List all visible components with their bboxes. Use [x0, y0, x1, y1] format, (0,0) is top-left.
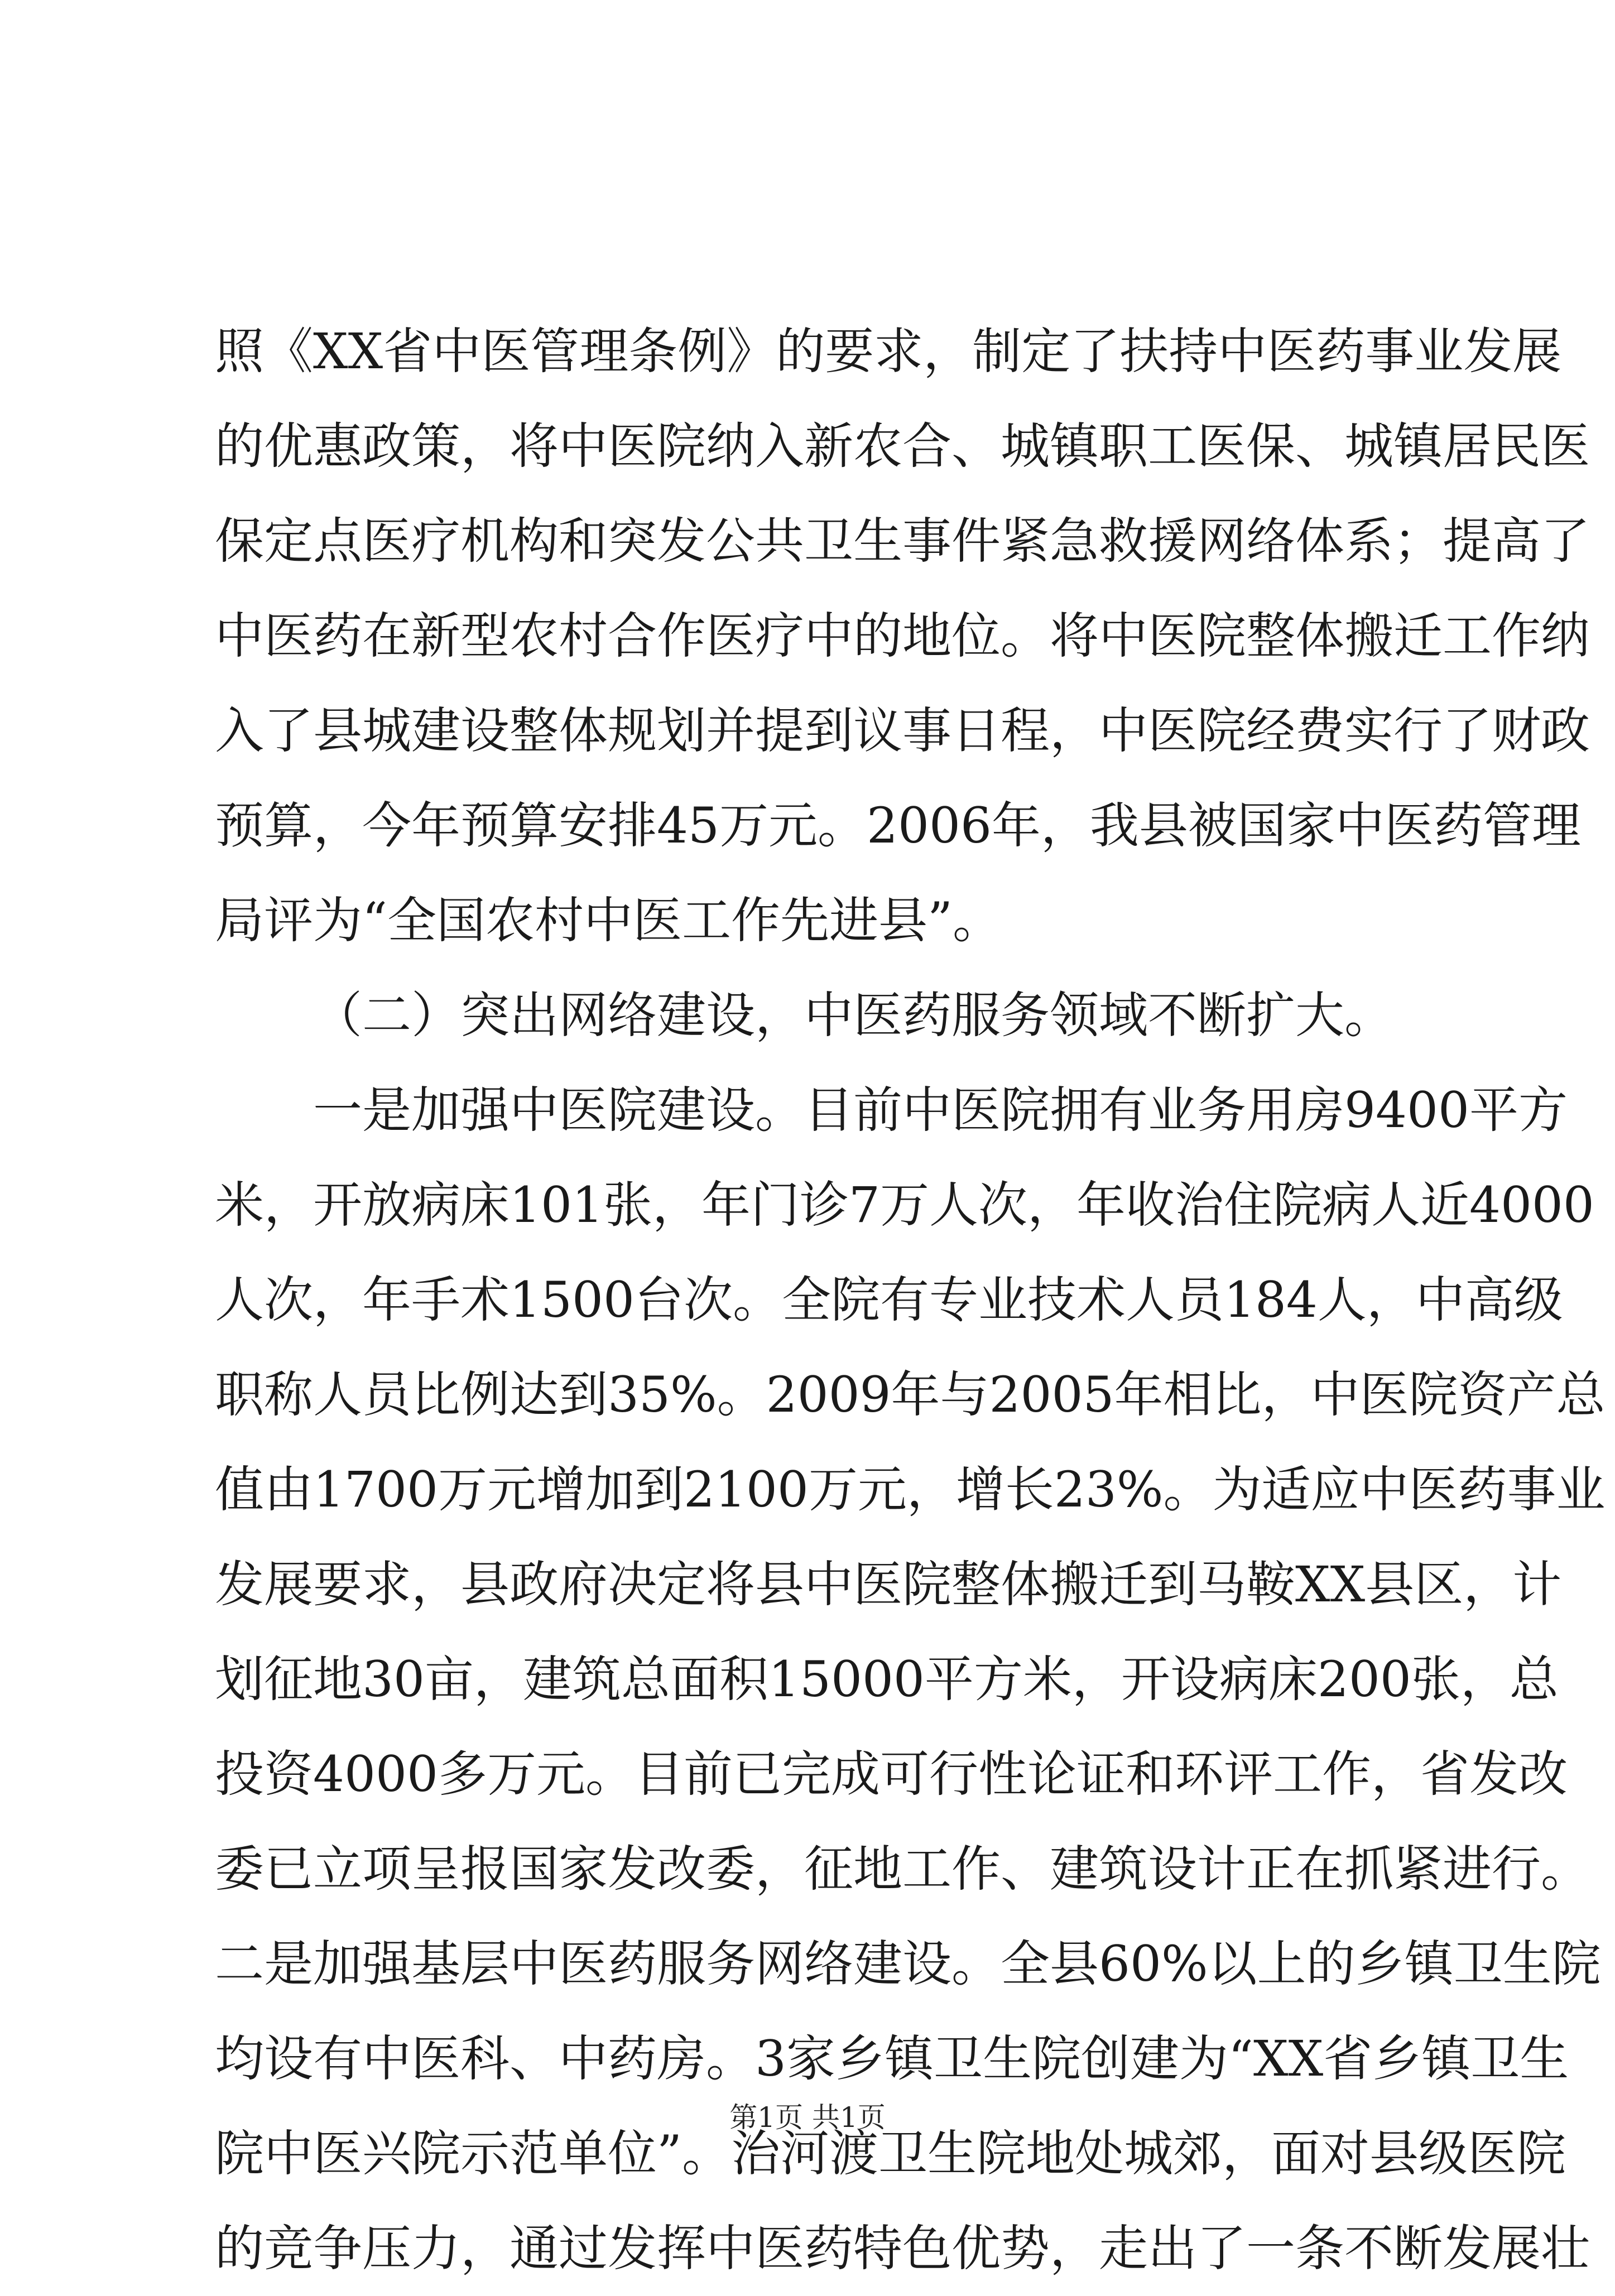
text-line: 照《XX省中医管理条例》的要求，制定了扶持中医药事业发展 [215, 323, 1562, 380]
text-line: 中医药在新型农村合作医疗中的地位。将中医院整体搬迁工作纳 [215, 607, 1590, 665]
text-line: 值由1700万元增加到2100万元，增长23%。为适应中医药事业 [215, 1461, 1606, 1518]
text-line: 局评为“全国农村中医工作先进县”。 [215, 892, 1002, 949]
text-line: 院中医兴院示范单位”。治河渡卫生院地处城郊，面对县级医院 [215, 2125, 1566, 2182]
body-text [215, 304, 1606, 2296]
text-line: 预算，今年预算安排45万元。2006年，我县被国家中医药管理 [215, 797, 1581, 854]
text-line: 的优惠政策，将中医院纳入新农合、城镇职工医保、城镇居民医 [215, 417, 1590, 475]
text-line: 米，开放病床101张，年门诊7万人次，年收治住院病人近4000 [215, 1176, 1594, 1234]
text-line: 委已立项呈报国家发改委，征地工作、建筑设计正在抓紧进行。 [215, 1840, 1590, 1898]
text-line: 的竞争压力，通过发挥中医药特色优势，走出了一条不断发展壮 [215, 2220, 1590, 2277]
text-line: 发展要求，县政府决定将县中医院整体搬迁到马鞍XX县区，计 [215, 1556, 1562, 1613]
text-line: 二是加强基层中医药服务网络建设。全县60%以上的乡镇卫生院 [215, 1935, 1601, 1992]
page-footer [0, 2095, 1615, 2140]
text-line: 划征地30亩，建筑总面积15000平方米，开设病床200张，总 [215, 1650, 1559, 1708]
text-line: 均设有中医科、中药房。3家乡镇卫生院创建为“XX省乡镇卫生 [215, 2030, 1569, 2087]
page-number: 第1页 共1页 [729, 2101, 886, 2134]
text-line: 职称人员比例达到35%。2009年与2005年相比，中医院资产总 [215, 1366, 1606, 1423]
text-line: 投资4000多万元。目前已完成可行性论证和环评工作，省发改 [215, 1745, 1568, 1803]
text-line: 一是加强中医院建设。目前中医院拥有业务用房9400平方 [313, 1081, 1568, 1139]
text-line: 保定点医疗机构和突发公共卫生事件紧急救援网络体系；提高了 [215, 512, 1590, 570]
text-line: 人次，年手术1500台次。全院有专业技术人员184人，中高级 [215, 1271, 1563, 1328]
section-heading: （二）突出网络建设，中医药服务领域不断扩大。 [313, 986, 1394, 1044]
text-line: 入了县城建设整体规划并提到议事日程，中医院经费实行了财政 [215, 702, 1590, 759]
